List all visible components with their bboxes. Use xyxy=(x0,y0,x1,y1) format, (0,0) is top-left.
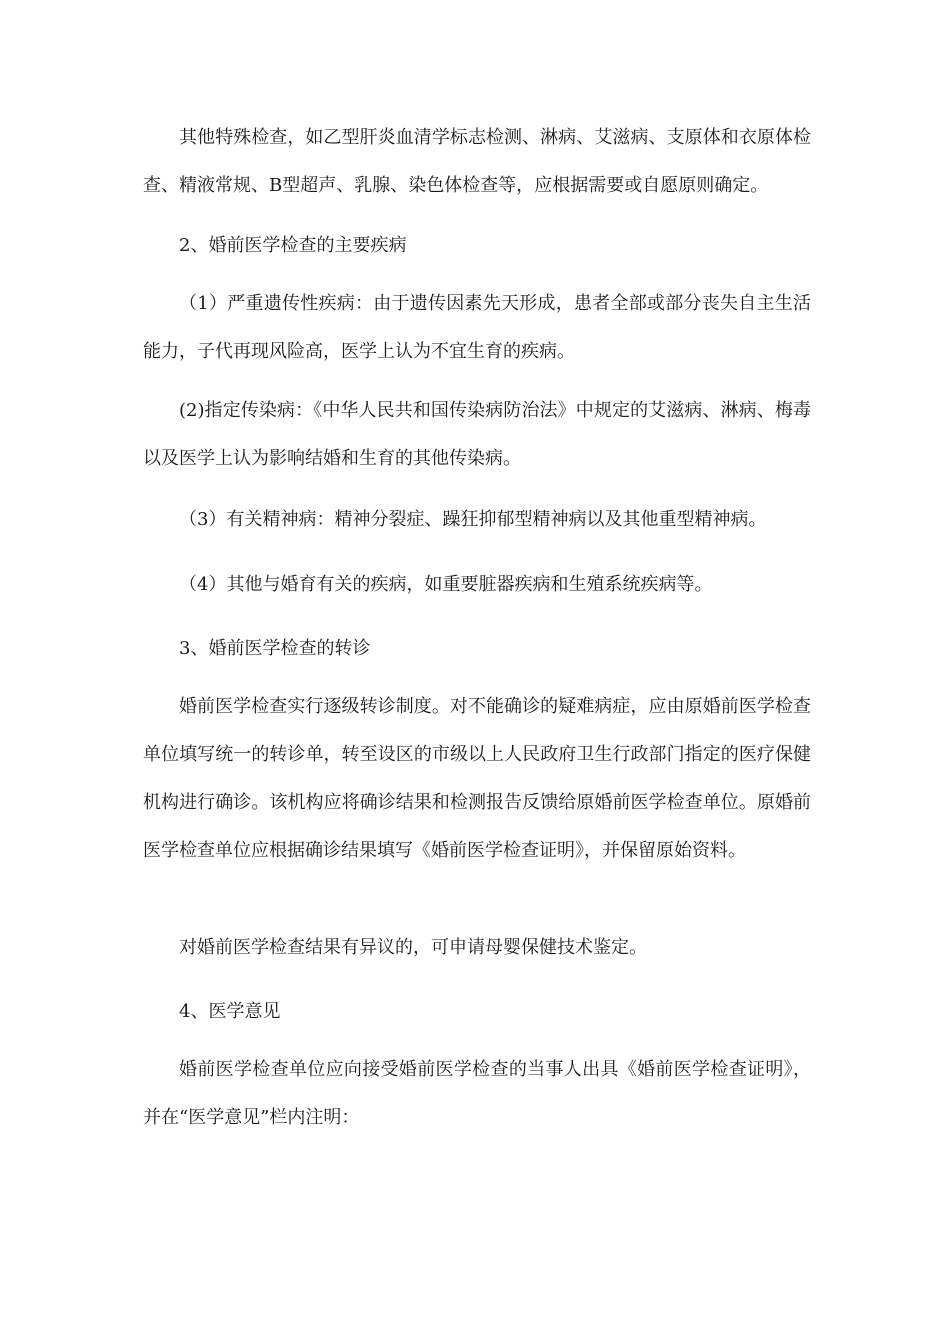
paragraph-hereditary-disease: （1）严重遗传性疾病：由于遗传因素先天形成，患者全部或部分丧失自主生活能力，子代再现风险高，医学上认为不宜生育的疾病。 xyxy=(143,293,811,362)
paragraph-mental-illness: （3）有关精神病：精神分裂症、躁狂抑郁型精神病以及其他重型精神病。 xyxy=(179,509,767,530)
paragraph-other-diseases: （4）其他与婚育有关的疾病，如重要脏器疾病和生殖系统疾病等。 xyxy=(179,574,713,595)
paragraph-infectious-disease: (2)指定传染病：《中华人民共和国传染病防治法》中规定的艾滋病、淋病、梅毒以及医学上认为影响结婚和生育的其他传染病。 xyxy=(143,400,811,469)
heading-referral: 3、婚前医学检查的转诊 xyxy=(179,638,371,659)
paragraph-objection: 对婚前医学检查结果有异议的，可申请母婴保健技术鉴定。 xyxy=(179,937,647,958)
heading-medical-opinion: 4、医学意见 xyxy=(179,1001,281,1022)
paragraph-referral-system: 婚前医学检查实行逐级转诊制度。对不能确诊的疑难病症，应由原婚前医学检查单位填写统一的转诊单，转至设区的市级以上人民政府卫生行政部门指定的医疗保健机构进行确诊。该机构应将确诊结果和检测报告反馈给原婚前医学检查单位。原婚前医学检查单位应根据确诊结果填写《婚前医学检查证明》，并保留原始资料。 xyxy=(143,696,811,861)
heading-main-diseases: 2、婚前医学检查的主要疾病 xyxy=(179,235,407,256)
paragraph-medical-certificate: 婚前医学检查单位应向接受婚前医学检查的当事人出具《婚前医学检查证明》，并在“医学意见”栏内注明： xyxy=(143,1059,811,1128)
paragraph-other-special-exams: 其他特殊检查，如乙型肝炎血清学标志检测、淋病、艾滋病、支原体和衣原体检查、精液常规、B型超声、乳腺、染色体检查等，应根据需要或自愿原则确定。 xyxy=(143,127,811,196)
